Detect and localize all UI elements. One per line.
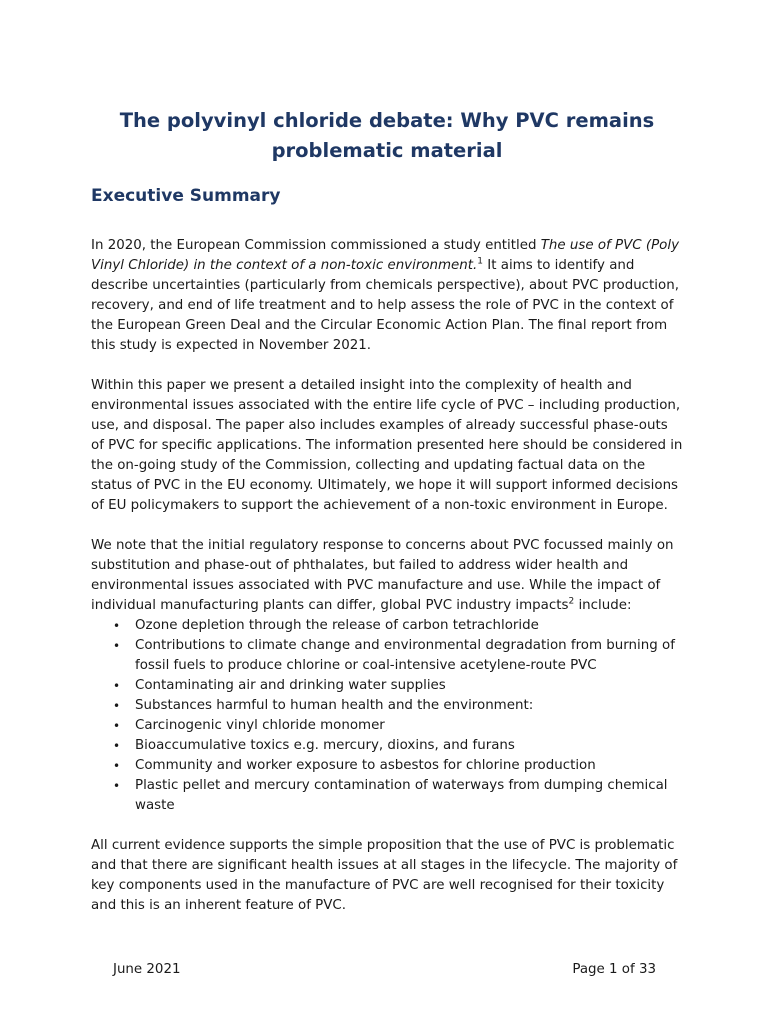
bullet-glyph: • xyxy=(113,639,121,653)
regulatory-text-after: include: xyxy=(574,598,632,613)
bullet-glyph: • xyxy=(113,699,121,713)
footnote-ref-2[interactable]: 2 xyxy=(568,596,575,607)
list-item xyxy=(91,776,683,816)
footer-page-number: Page 1 of 33 xyxy=(572,962,656,977)
study-title-period: . xyxy=(473,258,478,273)
paragraph-conclusion: All current evidence supports the simple proposition that the use of PVC is problematic and that there are significant health issues at all stages in the lifecycle. The majority of key components used in the manufacture of PVC are well recognised for their toxicity and this is an inherent feature of PVC. xyxy=(91,838,678,913)
document-title xyxy=(91,106,683,166)
paragraph-intro xyxy=(91,236,683,356)
bullet-glyph: • xyxy=(113,679,121,693)
list-item xyxy=(91,676,683,696)
list-item-text: Contributions to climate change and environmental degradation from burning of fossil fuels to produce chlorine or coal-intensive acetylene-route PVC xyxy=(135,638,675,673)
list-item xyxy=(91,716,683,736)
list-item-text: Contaminating air and drinking water supplies xyxy=(135,678,446,693)
footnote-ref-1[interactable]: 1 xyxy=(477,256,484,267)
list-item-text: Substances harmful to human health and the environment: xyxy=(135,698,534,713)
list-item xyxy=(91,696,683,716)
bullet-glyph: • xyxy=(113,779,121,793)
bullet-glyph: • xyxy=(113,619,121,633)
bullet-glyph: • xyxy=(113,739,121,753)
list-item xyxy=(91,736,683,756)
document-page xyxy=(91,106,683,916)
bullet-glyph: • xyxy=(113,719,121,733)
title-line-2: problematic material xyxy=(271,139,503,162)
footer-date: June 2021 xyxy=(113,962,181,977)
section-heading: Executive Summary xyxy=(91,186,281,206)
list-item xyxy=(91,756,683,776)
impacts-list xyxy=(91,616,683,816)
paragraph-insight: Within this paper we present a detailed insight into the complexity of health and environmental issues associated with the entire life cycle of PVC – including production, use, and disposal. The paper also includes examples of already successful phase-outs of PVC for specific applications. The information presented here should be considered in the on-going study of the Commission, collecting and updating factual data on the status of PVC in the EU economy. Ultimately, we hope it will support informed decisions of EU policymakers to support the achievement of a non-toxic environment in Europe. xyxy=(91,378,683,513)
list-item-text: Plastic pellet and mercury contamination of waterways from dumping chemical waste xyxy=(135,778,668,813)
list-item-text: Ozone depletion through the release of carbon tetrachloride xyxy=(135,618,539,633)
study-title: The use of PVC (Poly Vinyl Chloride) in the context of a non-toxic environment xyxy=(91,238,680,273)
title-line-1: The polyvinyl chloride debate: Why PVC remains xyxy=(119,109,655,132)
list-item-text: Bioaccumulative toxics e.g. mercury, dioxins, and furans xyxy=(135,738,515,753)
list-item xyxy=(91,616,683,636)
paragraph-regulatory xyxy=(91,536,683,616)
regulatory-text-before: We note that the initial regulatory response to concerns about PVC focussed mainly on substitution and phase-out of phthalates, but failed to address wider health and environmental issues associated with PVC manufacture and use. While the impact of individual manufacturing plants can differ, global PVC industry impacts xyxy=(91,538,674,613)
intro-text-before: In 2020, the European Commission commissioned a study entitled xyxy=(91,238,541,253)
bullet-glyph: • xyxy=(113,759,121,773)
intro-text-after: It aims to identify and describe uncertainties (particularly from chemicals perspective), about PVC production, recovery, and end of life treatment and to help assess the role of PVC in the context of the European Green Deal and the Circular Economic Action Plan. The final report from this study is expected in November 2021. xyxy=(91,258,679,353)
list-item-text: Carcinogenic vinyl chloride monomer xyxy=(135,718,385,733)
list-item xyxy=(91,636,683,676)
list-item-text: Community and worker exposure to asbestos for chlorine production xyxy=(135,758,596,773)
